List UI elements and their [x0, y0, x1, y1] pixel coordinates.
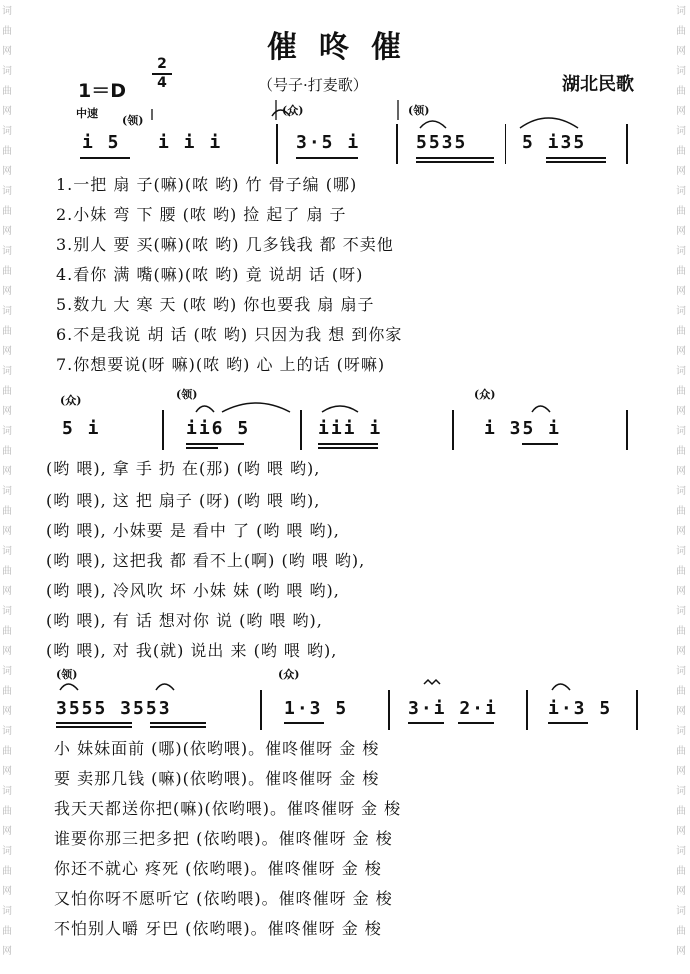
lyric-line: 谁要你那三把多把 (依哟喂)。催咚催呀 金 梭	[54, 829, 393, 848]
watermark-glyph: 词	[676, 426, 686, 437]
watermark-glyph: 曲	[676, 326, 686, 337]
watermark-glyph: 曲	[676, 446, 686, 457]
lyric-line: 你还不就心 疼死 (依哟喂)。催咚催呀 金 梭	[54, 859, 382, 878]
watermark-glyph: 曲	[2, 866, 12, 877]
lyric-line: 7.你想要说(呀 嘛)(哝 哟) 心 上的话 (呀嘛)	[56, 355, 386, 374]
watermark-glyph: 网	[676, 586, 686, 597]
watermark-glyph: 曲	[676, 686, 686, 697]
watermark-glyph: 网	[676, 106, 686, 117]
watermark-glyph: 曲	[2, 506, 12, 517]
watermark-glyph: 曲	[676, 206, 686, 217]
watermark-glyph: 网	[676, 646, 686, 657]
watermark-glyph: 词	[676, 726, 686, 737]
watermark-glyph: 曲	[2, 806, 12, 817]
slur	[322, 406, 358, 412]
note-group: 3555 3553	[56, 698, 172, 719]
lyric-line: (哟 喂), 冷风吹 坏 小妹 妹 (哟 喂 哟),	[46, 581, 340, 600]
lyric-line: (哟 喂), 这把我 都 看不上(啊) (哟 喂 哟),	[46, 551, 366, 570]
watermark-glyph: 网	[676, 346, 686, 357]
note-group: i·3 5	[548, 698, 613, 719]
watermark-glyph: 曲	[676, 506, 686, 517]
song-subtitle: （号子·打麦歌）	[258, 76, 368, 94]
watermark-glyph: 词	[2, 246, 12, 257]
watermark-glyph: 词	[2, 126, 12, 137]
chorus-mark: (众)	[282, 104, 304, 117]
watermark-glyph: 曲	[2, 566, 12, 577]
watermark-glyph: 网	[676, 286, 686, 297]
watermark-glyph: 词	[676, 186, 686, 197]
watermark-glyph: 曲	[2, 746, 12, 757]
mark-tick	[152, 100, 398, 120]
watermark-glyph: 网	[2, 766, 12, 777]
call-mark: (领)	[176, 388, 198, 401]
lyric-line: 6.不是我说 胡 话 (哝 哟) 只因为我 想 到你家	[56, 325, 403, 344]
lyric-line: 3.别人 要 买(嘛)(哝 哟) 几多钱我 都 不卖他	[56, 235, 394, 254]
watermark-glyph: 网	[676, 166, 686, 177]
watermark-glyph: 词	[2, 666, 12, 677]
watermark-glyph: 词	[676, 846, 686, 857]
watermark-glyph: 曲	[676, 86, 686, 97]
note-group: i 5	[82, 132, 121, 153]
chorus-mark: (众)	[474, 388, 496, 401]
watermark-glyph: 曲	[2, 26, 12, 37]
watermark-glyph: 词	[2, 66, 12, 77]
watermark-glyph: 网	[676, 886, 686, 897]
watermark-glyph: 网	[2, 526, 12, 537]
watermark-glyph: 曲	[676, 386, 686, 397]
watermark-glyph: 词	[2, 546, 12, 557]
watermark-glyph: 词	[676, 126, 686, 137]
note-group: 3·5 i	[296, 132, 361, 153]
slur	[60, 684, 78, 690]
lyric-line: 我天天都送你把(嘛)(依哟喂)。催咚催呀 金 梭	[54, 799, 402, 818]
watermark-glyph: 曲	[676, 26, 686, 37]
note-group: ii6 5	[186, 418, 251, 439]
watermark-glyph: 词	[676, 666, 686, 677]
watermark-glyph: 词	[676, 366, 686, 377]
note-group: i 35 i	[484, 418, 562, 439]
slur	[196, 406, 214, 412]
watermark-glyph: 网	[676, 226, 686, 237]
watermark-glyph: 曲	[676, 266, 686, 277]
watermark-glyph: 曲	[2, 86, 12, 97]
note-group: 5535	[416, 132, 468, 153]
watermark-glyph: 词	[2, 486, 12, 497]
ornament	[424, 680, 440, 684]
watermark-glyph: 词	[2, 426, 12, 437]
watermark-glyph: 曲	[2, 266, 12, 277]
time-signature-top: 2	[157, 56, 167, 72]
lyric-line: 5.数九 大 寒 天 (哝 哟) 你也要我 扇 扇子	[56, 295, 375, 314]
time-signature-bottom: 4	[157, 75, 167, 91]
note-group: iii i	[318, 418, 383, 439]
chorus-mark: (众)	[278, 668, 300, 681]
watermark-glyph: 网	[2, 886, 12, 897]
watermark-glyph: 曲	[2, 326, 12, 337]
watermark-glyph: 网	[2, 826, 12, 837]
watermark-glyph: 词	[676, 6, 686, 17]
watermark-glyph: 网	[2, 46, 12, 57]
watermark-glyph: 曲	[676, 746, 686, 757]
watermark-glyph: 曲	[2, 146, 12, 157]
lyric-line: 又怕你呀不愿听它 (依哟喂)。催咚催呀 金 梭	[54, 889, 393, 908]
song-genre: 湖北民歌	[562, 74, 634, 95]
watermark-glyph: 曲	[676, 866, 686, 877]
watermark-glyph: 网	[2, 166, 12, 177]
slur	[520, 118, 578, 128]
call-mark: (领)	[56, 668, 78, 681]
watermark-glyph: 曲	[2, 386, 12, 397]
note-group: 5 i	[62, 418, 101, 439]
lyric-line: 2.小妹 弯 下 腰 (哝 哟) 捡 起了 扇 子	[56, 205, 347, 224]
watermark-glyph: 词	[676, 906, 686, 917]
watermark-glyph: 网	[2, 226, 12, 237]
watermark-glyph: 网	[676, 826, 686, 837]
note-group: 1·3 5	[284, 698, 349, 719]
watermark-glyph: 网	[2, 706, 12, 717]
song-title: 催咚催	[267, 30, 423, 65]
slur	[532, 406, 550, 412]
lyric-line: 4.看你 满 嘴(嘛)(哝 哟) 竟 说胡 话 (呀)	[56, 265, 364, 284]
watermark-glyph: 词	[676, 66, 686, 77]
call-mark: (领)	[122, 114, 144, 127]
lyric-line: (哟 喂), 拿 手 扔 在(那) (哟 喂 哟),	[46, 459, 321, 478]
lyric-line: 要 卖那几钱 (嘛)(依哟喂)。催咚催呀 金 梭	[54, 769, 380, 788]
lyric-line: 小 妹妹面前 (哪)(依哟喂)。催咚催呀 金 梭	[54, 739, 380, 758]
watermark-glyph: 词	[2, 306, 12, 317]
note-group: 3·i 2·i	[408, 698, 498, 719]
lyric-line: 不怕别人嚼 牙巴 (依哟喂)。催咚催呀 金 梭	[54, 919, 382, 938]
slur	[272, 110, 290, 116]
note-group: i i i	[158, 132, 223, 153]
watermark-glyph: 曲	[2, 206, 12, 217]
note-group: 5 i35	[522, 132, 587, 153]
watermark-glyph: 词	[2, 606, 12, 617]
watermark-glyph: 网	[676, 466, 686, 477]
watermark-glyph: 曲	[2, 626, 12, 637]
watermark-glyph: 网	[2, 106, 12, 117]
watermark-glyph: 词	[2, 726, 12, 737]
slur	[420, 121, 446, 128]
key-signature: 1＝D	[78, 80, 126, 102]
watermark-glyph: 网	[2, 406, 12, 417]
slur	[156, 684, 174, 690]
watermark-glyph: 词	[676, 786, 686, 797]
watermark-glyph: 曲	[2, 926, 12, 937]
watermark-glyph: 网	[2, 646, 12, 657]
slur	[552, 684, 570, 690]
call-mark: (领)	[408, 104, 430, 117]
watermark-glyph: 词	[676, 486, 686, 497]
watermark-glyph: 曲	[676, 626, 686, 637]
watermark-glyph: 网	[676, 526, 686, 537]
watermark-glyph: 词	[2, 6, 12, 17]
watermark-glyph: 网	[2, 586, 12, 597]
watermark-glyph: 词	[2, 186, 12, 197]
watermark-glyph: 网	[676, 46, 686, 57]
lyric-line: (哟 喂), 对 我(就) 说出 来 (哟 喂 哟),	[46, 641, 338, 660]
watermark-glyph: 曲	[676, 926, 686, 937]
watermark-glyph: 词	[676, 246, 686, 257]
watermark-glyph: 网	[676, 946, 686, 957]
lyric-line: (哟 喂), 小妹要 是 看中 了 (哟 喂 哟),	[46, 521, 340, 540]
watermark-glyph: 网	[2, 286, 12, 297]
watermark-glyph: 词	[2, 366, 12, 377]
watermark-glyph: 曲	[2, 686, 12, 697]
watermark-glyph: 词	[2, 846, 12, 857]
tempo-marking: 中速	[76, 107, 98, 120]
watermark-glyph: 网	[2, 946, 12, 957]
lyric-line: (哟 喂), 有 话 想对你 说 (哟 喂 哟),	[46, 611, 323, 630]
watermark-glyph: 曲	[2, 446, 12, 457]
watermark-glyph: 词	[676, 306, 686, 317]
watermark-glyph: 词	[676, 606, 686, 617]
watermark-glyph: 曲	[676, 146, 686, 157]
watermark-glyph: 曲	[676, 806, 686, 817]
watermark-glyph: 网	[676, 706, 686, 717]
slur	[222, 403, 290, 412]
watermark-glyph: 词	[676, 546, 686, 557]
watermark-glyph: 网	[676, 766, 686, 777]
watermark-glyph: 网	[676, 406, 686, 417]
watermark-glyph: 网	[2, 346, 12, 357]
lyric-line: (哟 喂), 这 把 扇子 (呀) (哟 喂 哟),	[46, 491, 321, 510]
watermark-glyph: 曲	[676, 566, 686, 577]
watermark-glyph: 网	[2, 466, 12, 477]
lyric-line: 1.一把 扇 子(嘛)(哝 哟) 竹 骨子编 (哪)	[56, 175, 358, 194]
watermark-glyph: 词	[2, 906, 12, 917]
chorus-mark: (众)	[60, 394, 82, 407]
watermark-glyph: 词	[2, 786, 12, 797]
